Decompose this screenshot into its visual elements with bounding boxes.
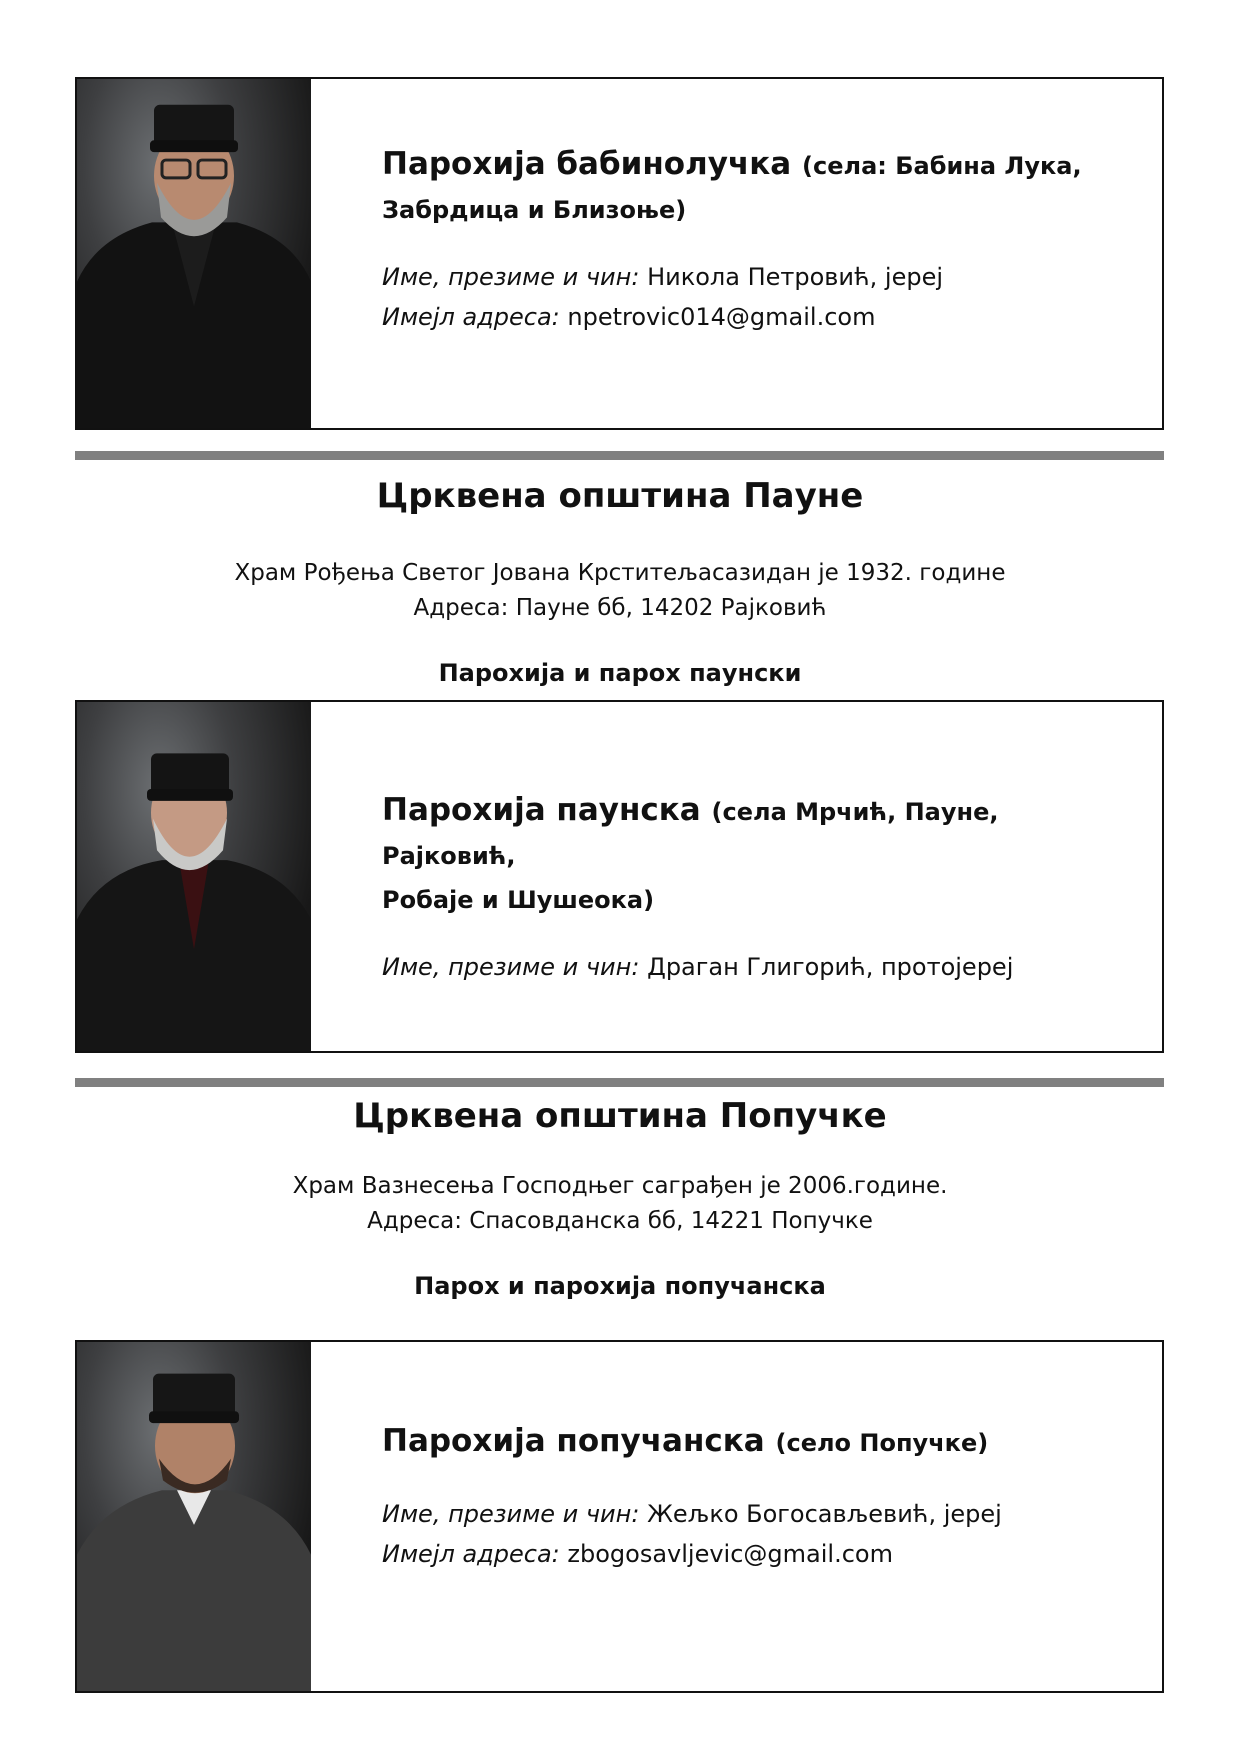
opstina-title: Црквена општина Пауне [376,476,864,516]
email-line: Имејл адреса: npetrovic014@gmail.com [382,303,876,331]
priest-portrait-image [77,79,311,428]
parish-card-paunska [75,700,1164,1053]
priest-name-line: Име, презиме и чин: Никола Петровић, јереј [382,263,944,291]
parish-title: Парохија попучанска (село Попучке) [382,1423,989,1459]
opstina-title: Црквена општина Попучке [353,1096,887,1136]
parish-card-popucanska [75,1340,1164,1693]
priest-photo [77,702,311,1051]
priest-name-line: Име, презиме и чин: Жељко Богосављевић, јереј [382,1500,1002,1528]
parish-title: Парохија паунска (села Мрчић, Пауне, Рајковић, Робаје и Шушеока) [382,792,999,914]
church-address: Адреса: Пауне бб, 14202 Рајковић [413,595,827,621]
church-address: Адреса: Спасовданска бб, 14221 Попучке [367,1208,873,1234]
parish-card-babinolucka [75,77,1164,430]
priest-photo [77,79,311,428]
parish-title: Парохија бабинолучка (села: Бабина Лука, Забрдица и Близоње) [382,146,1082,224]
email-line: Имејл адреса: zbogosavljevic@gmail.com [382,1540,893,1568]
parish-subheading: Парох и парохија попучанска [414,1272,826,1300]
email-link[interactable]: zbogosavljevic@gmail.com [567,1540,893,1568]
parish-subheading: Парохија и парох паунски [438,659,802,687]
priest-name-line: Име, презиме и чин: Драган Глигорић, протојереј [382,953,1014,981]
section-divider [75,451,1164,460]
section-divider [75,1078,1164,1087]
priest-portrait-image [77,1342,311,1691]
email-link[interactable]: npetrovic014@gmail.com [567,303,876,331]
priest-portrait-image [77,702,311,1051]
church-description: Храм Вазнесења Господњег саграђен је 2006.године. [292,1173,948,1199]
priest-photo [77,1342,311,1691]
church-description: Храм Рођења Светог Јована Крститељасазидан је 1932. године [234,560,1006,586]
